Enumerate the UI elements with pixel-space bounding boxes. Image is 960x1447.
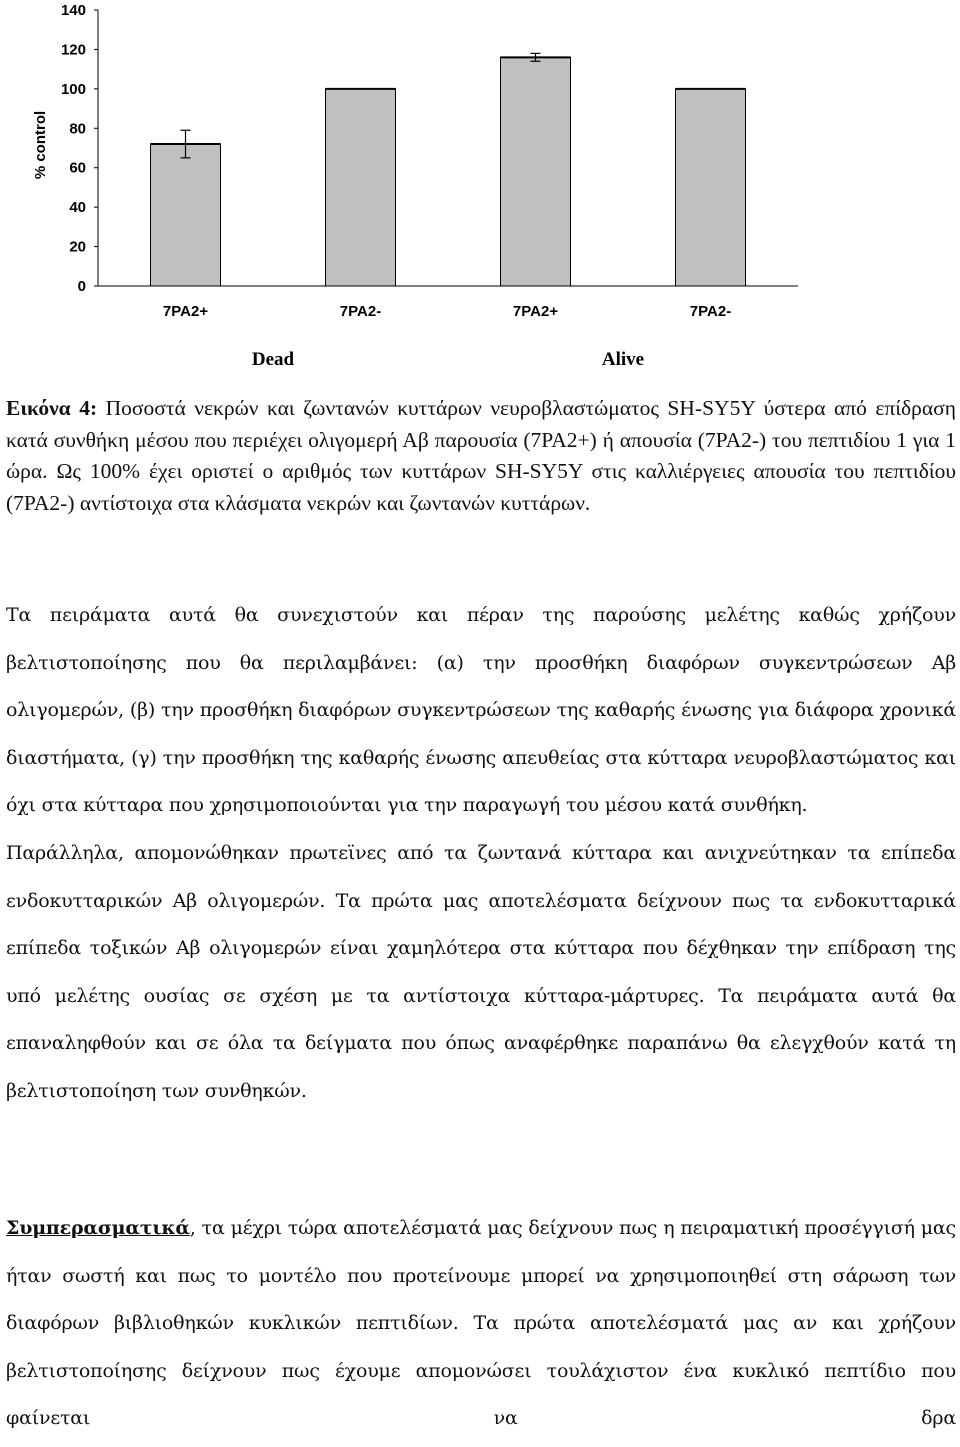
paragraph-conclusion — [6, 1205, 956, 1447]
category-label: 7PA2- — [339, 303, 382, 320]
group-label: Alive — [601, 349, 645, 370]
y-tick-label: 40 — [69, 199, 86, 217]
y-tick-label: 60 — [69, 159, 86, 177]
y-tick-label: 140 — [60, 2, 86, 19]
caption-label: Εικόνα 4: — [6, 396, 98, 420]
caption-text: Ποσοστά νεκρών και ζωντανών κυττάρων νευροβλαστώματος SH-SY5Y ύστερα από επίδραση κατά συνθήκη μέσου που περιέχει ολιγομερή Αβ παρουσία (7PA2+) ή απουσία (7PA2-) του πεπτιδίου 1 για 1 ώρα. Ως 100% έχει οριστεί ο αριθμός των κυττάρων SH-SY5Y στις καλλιέργειες απουσία του πεπτιδίου (7PA2-) αντίστοιχα στα κλάσματα νεκρών και ζωντανών κυττάρων. — [6, 396, 956, 515]
y-axis-label: % control — [32, 110, 49, 180]
group-label: Dead — [251, 349, 295, 370]
figure-caption — [6, 393, 956, 519]
bar-chart — [0, 0, 960, 385]
bar — [326, 89, 396, 286]
bar — [676, 89, 746, 286]
y-tick-label: 20 — [69, 238, 86, 256]
conclusion-text: , τα μέχρι τώρα αποτελέσματά μας δείχνουν πως η πειραματική προσέγγισή μας ήταν σωστή και πως το μοντέλο που προτείνουμε μπορεί να χρησιμοποιηθεί στη σάρωση των διαφόρων βιβλιοθηκών κυκλικών πεπτιδίων. Τα πρώτα αποτελέσματά μας αν και χρήζουν βελτιστοποίησης δείχνουν πως έχουμε απομονώσει τουλάχιστον ένα κυκλικό πεπτίδιο που φαίνεται να δρα — [6, 1217, 956, 1430]
bar — [501, 57, 571, 286]
category-label: 7PA2- — [689, 303, 732, 320]
paragraph-text: Παράλληλα, απομονώθηκαν πρωτεϊνες από τα ζωντανά κύτταρα και ανιχνεύτηκαν τα επίπεδα ενδοκυτταρικών Αβ ολιγομερών. Τα πρώτα μας αποτελέσματα δείχνουν πως τα ενδοκυτταρικά επίπεδα τοξικών Αβ ολιγομερών είναι χαμηλότερα στα κύτταρα που δέχθηκαν την επίδραση της υπό μελέτης ουσίας σε σχέση με τα αντίστοιχα κύτταρα-μάρτυρες. Τα πειράματα αυτά θα επαναληφθούν και σε όλα τα δείγματα που όπως αναφέρθηκε παραπάνω θα ελεγχθούν κατά τη βελτιστοποίηση των συνθηκών. — [6, 841, 956, 1102]
conclusion-label: Συμπερασματικά — [6, 1217, 190, 1239]
paragraph-optimization — [6, 592, 956, 1116]
paragraph-text: Τα πειράματα αυτά θα συνεχιστούν και πέραν της παρούσης μελέτης καθώς χρήζουν βελτιστοποίησης που θα περιλαμβάνει: (α) την προσθήκη διαφόρων συγκεντρώσεων Αβ ολιγομερών, (β) την προσθήκη διαφόρων συγκεντρώσεων της καθαρής ένωσης για διάφορα χρονικά διαστήματα, (γ) την προσθήκη της καθαρής ένωσης απευθείας στα κύτταρα νευροβλαστώματος και όχι στα κύτταρα που χρησιμοποιούνται για την παραγωγή του μέσου κατά συνθήκη. — [6, 604, 956, 817]
y-tick-label: 0 — [77, 278, 86, 295]
plot-area — [61, 2, 798, 370]
y-tick-label: 120 — [60, 41, 86, 59]
y-tick-label: 80 — [69, 120, 86, 138]
category-label: 7PA2+ — [512, 303, 559, 320]
y-tick-label: 100 — [60, 80, 86, 98]
category-label: 7PA2+ — [162, 303, 209, 320]
bar — [151, 144, 221, 286]
